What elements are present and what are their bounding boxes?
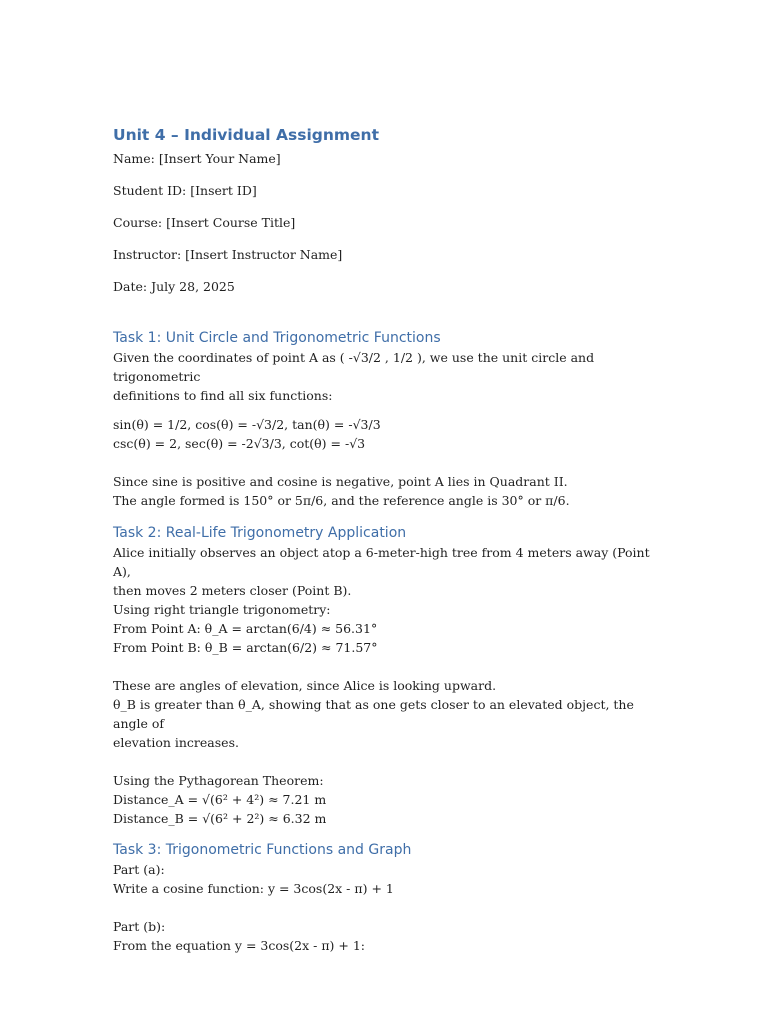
task2-line: Using right triangle trigonometry:	[113, 602, 331, 617]
task2-line: θ_B is greater than θ_A, showing that as one gets closer to an elevated object, the angle of	[113, 697, 634, 731]
task1-equation-2: csc(θ) = 2, sec(θ) = -2√3/3, cot(θ) = -√3	[113, 436, 366, 451]
task3-heading: Task 3: Trigonometric Functions and Graph	[113, 842, 412, 858]
task2-line: Using the Pythagorean Theorem:	[113, 773, 324, 788]
document-body	[113, 125, 658, 955]
task2-heading: Task 2: Real-Life Trigonometry Application	[113, 525, 407, 541]
task3-part-b-label: Part (b):	[113, 919, 166, 934]
task2-block-c	[113, 771, 658, 828]
document-title: Unit 4 – Individual Assignment	[113, 126, 379, 144]
course-field: Course: [Insert Course Title]	[113, 215, 296, 230]
task2-line: These are angles of elevation, since Alice is looking upward.	[113, 678, 497, 693]
task2-block-a	[113, 543, 658, 657]
task2-line: From Point A: θ_A = arctan(6/4) ≈ 56.31°	[113, 621, 378, 636]
task2-line: elevation increases.	[113, 735, 239, 750]
task1-heading: Task 1: Unit Circle and Trigonometric Functions	[113, 330, 441, 346]
task3-part-a-text: Write a cosine function: y = 3cos(2x - π) + 1	[113, 881, 394, 896]
task1-note-1: Since sine is positive and cosine is negative, point A lies in Quadrant II.	[113, 474, 568, 489]
task2-line: then moves 2 meters closer (Point B).	[113, 583, 352, 598]
task1-intro-line-1: Given the coordinates of point A as ( -√3/2 , 1/2 ), we use the unit circle and trigonometric	[113, 350, 595, 384]
task2-line: Distance_A = √(6² + 4²) ≈ 7.21 m	[113, 792, 327, 807]
date-field: Date: July 28, 2025	[113, 279, 235, 294]
task3-part-b-text: From the equation y = 3cos(2x - π) + 1:	[113, 938, 366, 953]
task2-line: From Point B: θ_B = arctan(6/2) ≈ 71.57°	[113, 640, 378, 655]
task1-intro-line-2: definitions to find all six functions:	[113, 388, 333, 403]
task2-line: Alice initially observes an object atop a 6-meter-high tree from 4 meters away (Point A),	[113, 545, 650, 579]
task1-note-2: The angle formed is 150° or 5π/6, and the reference angle is 30° or π/6.	[113, 493, 570, 508]
task2-line: Distance_B = √(6² + 2²) ≈ 6.32 m	[113, 811, 327, 826]
task3-part-a-label: Part (a):	[113, 862, 165, 877]
instructor-field: Instructor: [Insert Instructor Name]	[113, 247, 343, 262]
student-id-field: Student ID: [Insert ID]	[113, 183, 257, 198]
task1-equation-1: sin(θ) = 1/2, cos(θ) = -√3/2, tan(θ) = -√3/3	[113, 417, 381, 432]
task2-block-b	[113, 676, 658, 752]
name-field: Name: [Insert Your Name]	[113, 151, 281, 166]
